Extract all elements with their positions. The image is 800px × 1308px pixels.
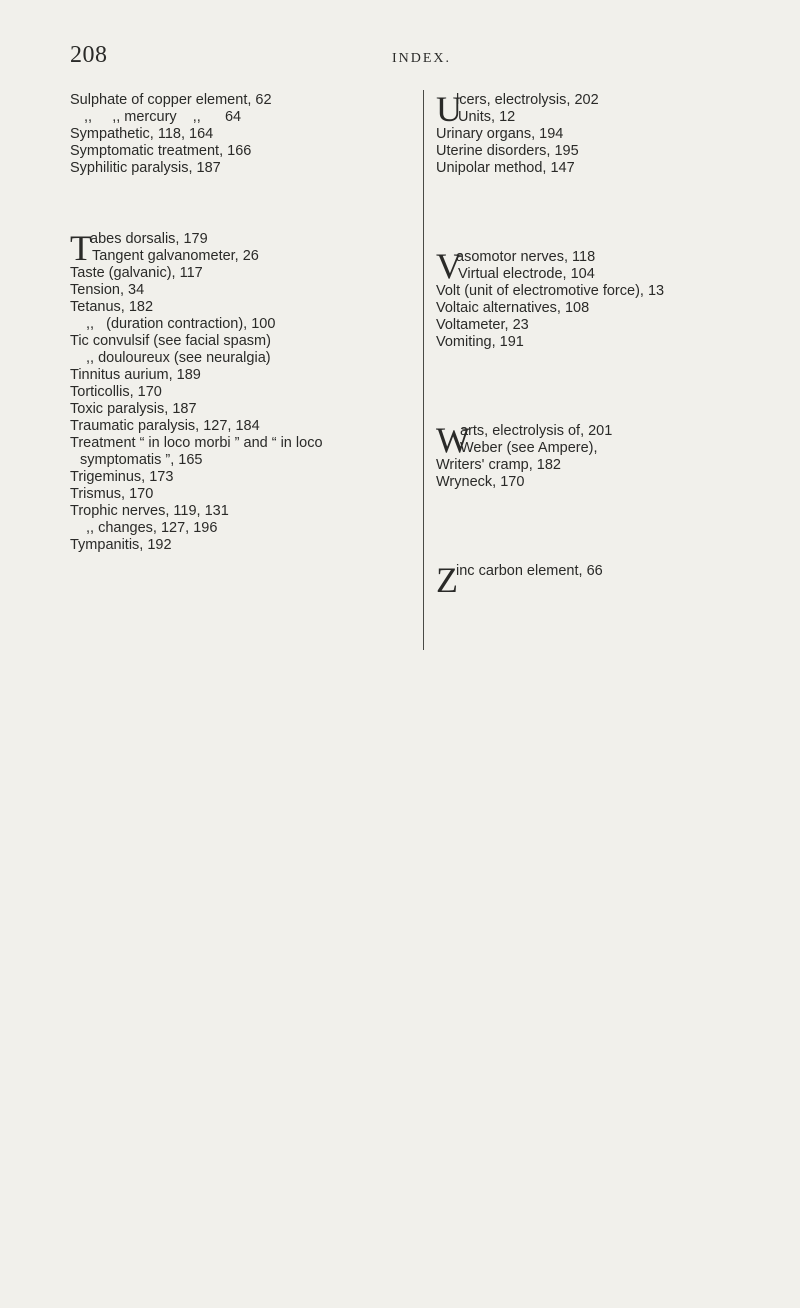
- index-entry: Volt (unit of electromotive force), 13: [436, 283, 665, 299]
- index-entry-text: lcers, electrolysis, 202: [456, 92, 599, 108]
- index-section-w: [430, 420, 800, 491]
- page-number: 208: [70, 42, 108, 68]
- index-entry: Trophic nerves, 119, 131: [70, 503, 229, 519]
- index-entry: Wryneck, 170: [436, 474, 525, 490]
- index-entry: Syphilitic paralysis, 187: [70, 160, 221, 176]
- index-entry: Sympathetic, 118, 164: [70, 126, 214, 142]
- index-entry: [436, 560, 800, 600]
- index-entry: Voltaic alternatives, 108: [436, 300, 590, 316]
- index-entry: Treatment “ in loco morbi ” and “ in loco: [70, 435, 323, 451]
- index-entry: Sulphate of copper element, 62: [70, 92, 272, 108]
- index-entry: Vomiting, 191: [436, 334, 524, 350]
- index-entry: Symptomatic treatment, 166: [70, 143, 252, 159]
- index-entry: ,, douloureux (see neuralgia): [86, 350, 271, 366]
- index-entry: Trigeminus, 173: [70, 469, 174, 485]
- index-entry-text: arts, electrolysis of, 201: [460, 423, 613, 439]
- index-entry: Unipolar method, 147: [436, 160, 575, 176]
- index-entry: Weber (see Ampere),: [460, 440, 598, 456]
- index-entry: Tetanus, 182: [70, 299, 154, 315]
- index-entry: Tinnitus aurium, 189: [70, 367, 201, 383]
- index-column-left: [70, 92, 430, 554]
- index-entry: Units, 12: [458, 109, 516, 125]
- drop-cap-initial: V: [436, 246, 462, 286]
- index-entry-text: asomotor nerves, 118: [456, 249, 596, 265]
- index-entry-text: inc carbon element, 66: [456, 563, 603, 579]
- index-entry: ,, changes, 127, 196: [86, 520, 218, 536]
- index-section-s: [70, 92, 430, 177]
- index-entry: Tic convulsif (see facial spasm): [70, 333, 271, 349]
- drop-cap-initial: U: [436, 89, 462, 129]
- index-section-t: [70, 228, 430, 554]
- index-entry-text: abes dorsalis, 179: [90, 231, 208, 247]
- index-entry: Taste (galvanic), 117: [70, 265, 203, 281]
- index-entry: Tympanitis, 192: [70, 537, 172, 553]
- drop-cap-initial: W: [436, 420, 470, 460]
- index-section-z: [430, 560, 800, 600]
- index-entry: ,, ,, mercury ,, 64: [84, 109, 242, 125]
- drop-cap-initial: Z: [436, 560, 458, 600]
- index-entry: Toxic paralysis, 187: [70, 401, 197, 417]
- index-section-u: [430, 89, 800, 177]
- index-entry: Traumatic paralysis, 127, 184: [70, 418, 260, 434]
- index-entry: Urinary organs, 194: [436, 126, 564, 142]
- index-entry: ,, (duration contraction), 100: [86, 316, 276, 332]
- running-title: INDEX.: [392, 51, 452, 66]
- index-section-v: [430, 246, 800, 351]
- index-entry: Torticollis, 170: [70, 384, 162, 400]
- index-entry: Tension, 34: [70, 282, 145, 298]
- index-entry: Trismus, 170: [70, 486, 154, 502]
- drop-cap-initial: T: [70, 228, 92, 268]
- index-entry: Virtual electrode, 104: [458, 266, 595, 282]
- column-divider: [423, 90, 424, 650]
- index-column-right: [430, 89, 800, 600]
- index-entry: symptomatis ”, 165: [80, 452, 203, 468]
- index-entry: Writers' cramp, 182: [436, 457, 561, 473]
- index-entry: Uterine disorders, 195: [436, 143, 579, 159]
- index-entry: Tangent galvanometer, 26: [92, 248, 259, 264]
- page-header: [70, 42, 730, 72]
- index-entry: Voltameter, 23: [436, 317, 529, 333]
